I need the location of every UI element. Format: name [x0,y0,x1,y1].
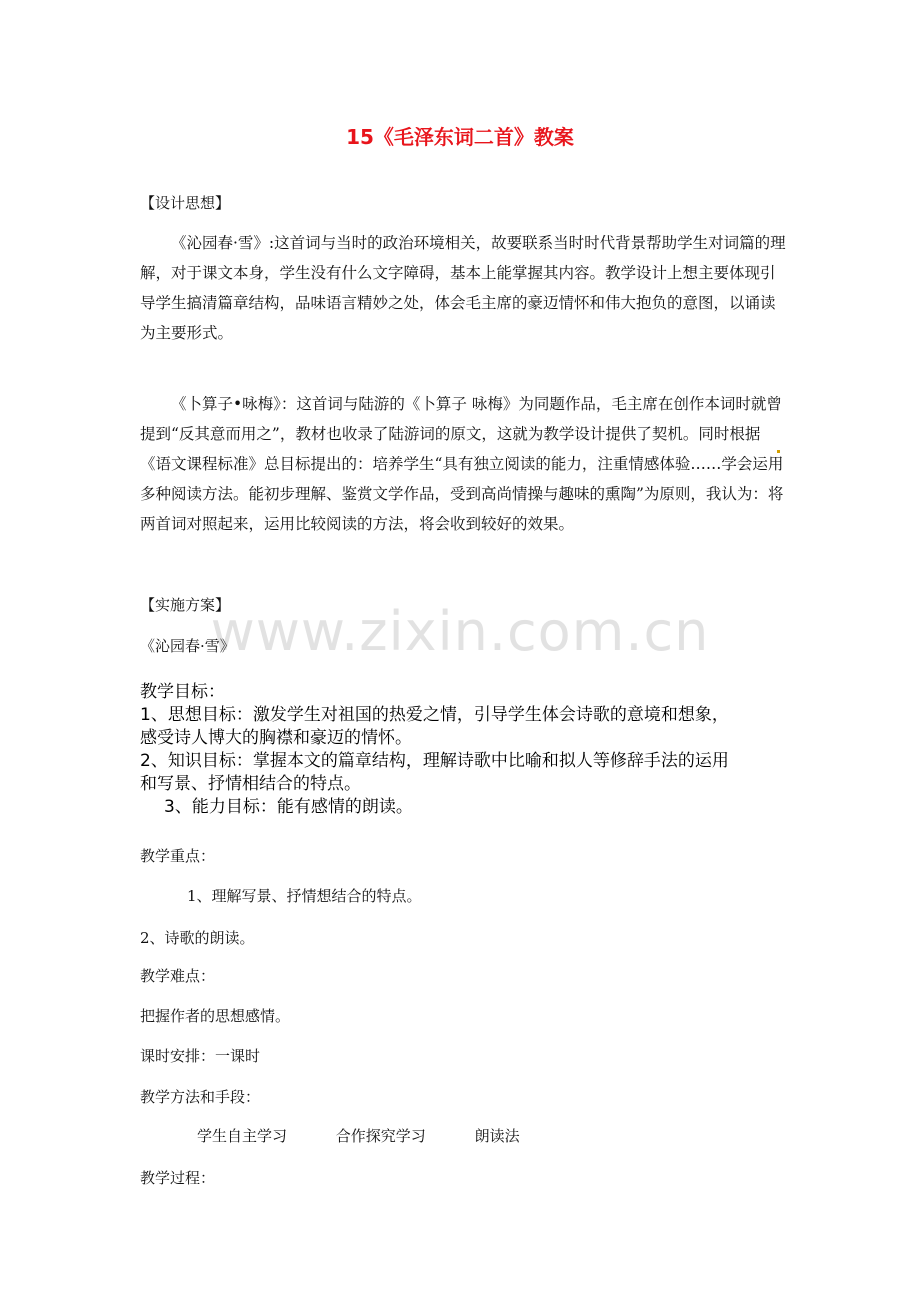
goal-3: 3、能力目标：能有感情的朗读。 [164,797,413,817]
poem-title: 《沁园春·雪》 [140,637,235,655]
goal-2-line-1: 2、知识目标：掌握本文的篇章结构，理解诗歌中比喻和拟人等修辞手法的运用 [140,751,729,771]
goals-heading: 教学目标： [140,682,225,702]
key-point-1: 1、理解写景、抒情想结合的特点。 [187,887,422,905]
process-heading: 教学过程： [140,1169,216,1187]
key-point-2: 2、诗歌的朗读。 [140,929,255,947]
design-paragraph-2 [140,389,790,539]
watermark: www.zixin.com.cn [210,600,710,663]
methods-heading: 教学方法和手段： [140,1088,261,1106]
design-paragraph-2-text: 《卜算子•咏梅》：这首词与陆游的《卜算子 咏梅》为同题作品，毛主席在创作本词时就曾提到“反其意而用之”，教材也收录了陆游词的原文，这就为教学设计提供了契机。同时根据《语文课程标准》总目标提出的：培养学生“具有独立阅读的能力，注重情感体验……学会运用多种阅读方法。能初步理解、鉴赏文学作品，受到高尚情操与趣味的熏陶”为原则，我认为：将两首词对照起来，运用比较阅读的方法，将会收到较好的效果。 [140,395,784,533]
methods-list [197,1126,564,1146]
method-item: 学生自主学习 [197,1127,288,1145]
stray-mark [777,450,780,453]
document-title: 15《毛泽东词二首》教案 [346,125,574,149]
goal-1-line-1: 1、思想目标：激发学生对祖国的热爱之情，引导学生体会诗歌的意境和想象， [140,705,729,725]
goal-1-line-2: 感受诗人博大的胸襟和豪迈的情怀。 [140,728,412,748]
design-paragraph-1 [140,228,790,348]
method-item: 朗读法 [474,1127,520,1145]
key-points-heading: 教学重点： [140,847,216,865]
design-paragraph-1-text: 《沁园春·雪》:这首词与当时的政治环境相关，故要联系当时时代背景帮助学生对词篇的理解，对于课文本身，学生没有什么文字障碍，基本上能掌握其内容。教学设计上想主要体现引导学生搞清篇章结构，品味语言精妙之处，体会毛主席的豪迈情怀和伟大抱负的意图，以诵读为主要形式。 [140,234,786,342]
method-item: 合作探究学习 [335,1127,426,1145]
teaching-goals [140,681,800,819]
design-heading: 【设计思想】 [140,194,231,212]
difficulty-heading: 教学难点： [140,967,216,985]
difficulty-1: 把握作者的思想感情。 [140,1007,291,1025]
implementation-heading: 【实施方案】 [140,596,231,614]
schedule: 课时安排：一课时 [140,1047,261,1065]
goal-2-line-2: 和写景、抒情相结合的特点。 [140,774,361,794]
